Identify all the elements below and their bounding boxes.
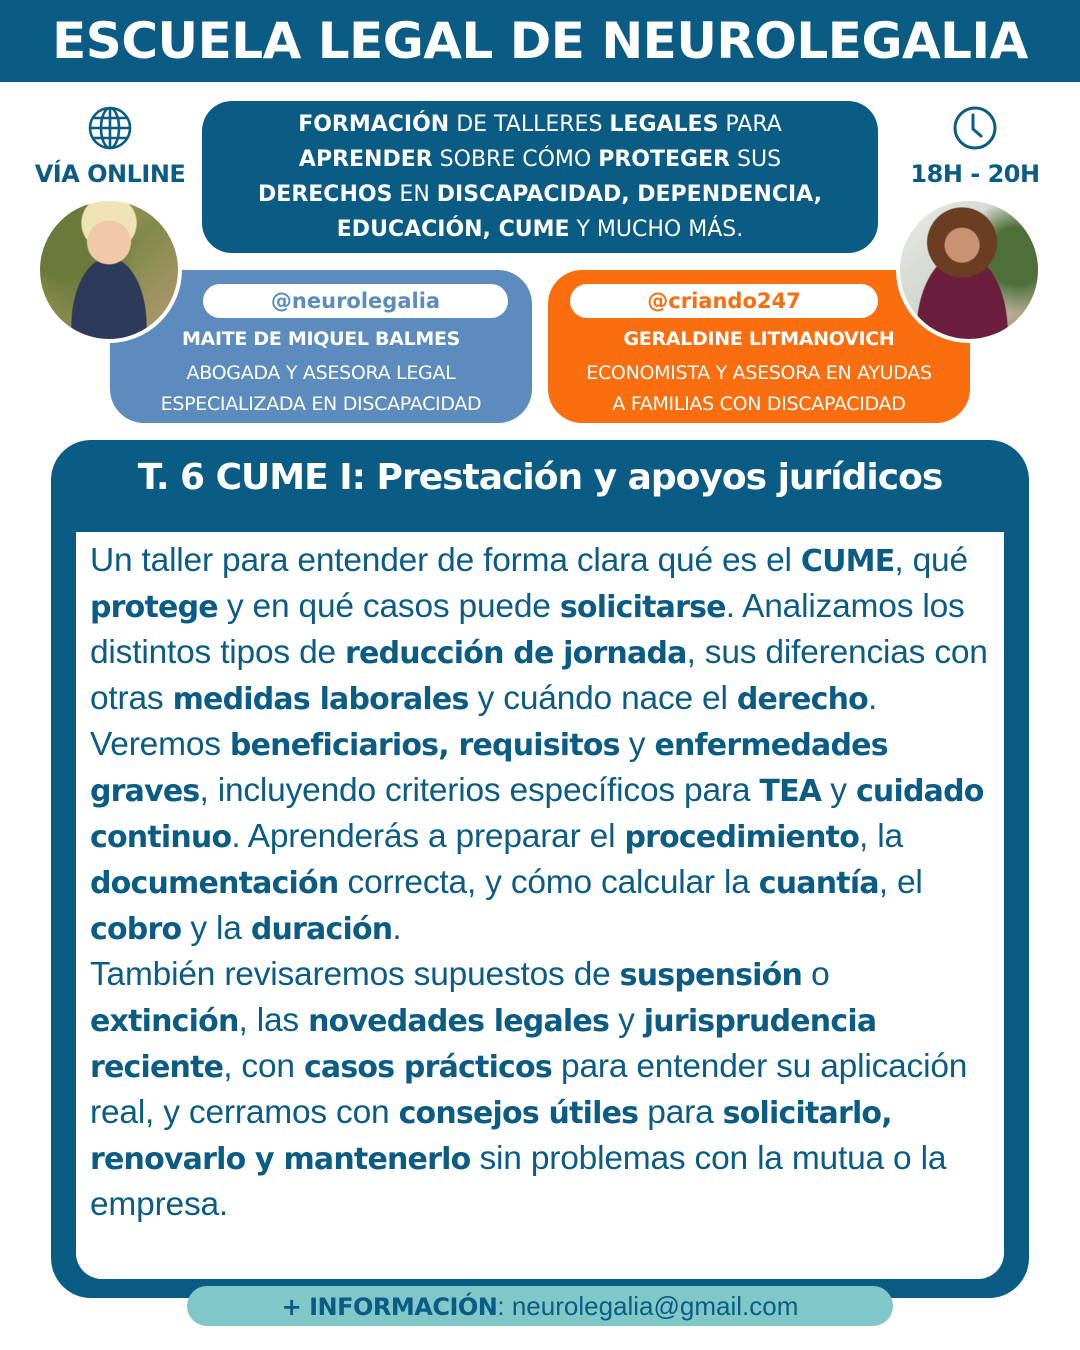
speaker-handle[interactable]: @neurolegalia bbox=[203, 284, 508, 318]
avatar-maite bbox=[36, 197, 182, 343]
course-title: T. 6 CUME I: Prestación y apoyos jurídicos bbox=[137, 457, 943, 498]
highlight-text: jurisprudencia reciente bbox=[90, 1004, 877, 1085]
page-title: ESCUELA LEGAL DE NEUROLEGALIA bbox=[52, 12, 1028, 70]
highlight-text: casos prácticos bbox=[303, 1050, 552, 1085]
highlight-text: novedades legales bbox=[308, 1004, 610, 1039]
body-text: para entender su aplicación real, y cerramos con bbox=[90, 1048, 968, 1131]
body-text: . bbox=[867, 680, 878, 717]
course-paragraph bbox=[90, 952, 992, 1227]
highlight-text: beneficiarios, requisitos bbox=[229, 728, 620, 763]
highlight-text: TEA bbox=[759, 774, 822, 809]
course-frame bbox=[51, 440, 1029, 1298]
speaker-role bbox=[548, 358, 970, 420]
course-paragraph bbox=[90, 722, 992, 952]
highlight-text: extinción bbox=[90, 1004, 239, 1039]
highlight-text: APRENDER bbox=[298, 147, 433, 172]
highlight-text: medidas laborales bbox=[172, 682, 469, 717]
highlight-text: documentación bbox=[90, 866, 339, 901]
body-text: SUS bbox=[730, 147, 782, 172]
body-text: SOBRE CÓMO bbox=[432, 147, 599, 172]
highlight-text: protege bbox=[90, 590, 218, 625]
body-text: , la bbox=[859, 818, 903, 855]
body-text: También revisaremos supuestos de bbox=[90, 956, 620, 993]
clock-icon bbox=[951, 104, 999, 152]
speaker-role bbox=[110, 358, 532, 420]
speaker-role-line: A FAMILIAS CON DISCAPACIDAD bbox=[612, 393, 906, 415]
body-text: PARA bbox=[718, 112, 782, 137]
highlight-text: DISCAPACIDAD, DEPENDENCIA, EDUCACIÓN, CUME bbox=[336, 182, 822, 242]
schedule-info bbox=[895, 104, 1055, 188]
highlight-text: procedimiento bbox=[624, 820, 860, 855]
body-text: , con bbox=[223, 1048, 304, 1085]
speaker-name: GERALDINE LITMANOVICH bbox=[623, 328, 895, 350]
globe-icon bbox=[86, 104, 134, 152]
body-text: o bbox=[802, 956, 830, 993]
speaker-handle[interactable]: @criando247 bbox=[570, 284, 878, 318]
highlight-text: enfermedades graves bbox=[90, 728, 888, 809]
speaker-name: MAITE DE MIQUEL BALMES bbox=[181, 328, 461, 350]
speaker-role-line: ECONOMISTA Y ASESORA EN AYUDAS bbox=[586, 362, 932, 384]
body-text: . Analizamos los distintos tipos de bbox=[90, 588, 965, 671]
body-text: para bbox=[638, 1094, 723, 1131]
body-text: . Aprenderás a preparar el bbox=[231, 818, 625, 855]
format-label: VÍA ONLINE bbox=[34, 160, 186, 188]
highlight-text: solicitarlo, renovarlo y mantenerlo bbox=[90, 1096, 892, 1177]
speaker-role-line: ESPECIALIZADA EN DISCAPACIDAD bbox=[160, 393, 482, 415]
contact-label: + INFORMACIÓN bbox=[281, 1293, 498, 1321]
format-info bbox=[30, 104, 190, 188]
highlight-text: LEGALES bbox=[609, 112, 719, 137]
highlight-text: PROTEGER bbox=[598, 147, 731, 172]
body-text: . bbox=[392, 910, 402, 947]
body-text: , las bbox=[238, 1002, 309, 1039]
body-text: , qué bbox=[894, 542, 968, 579]
body-text: y cuándo nace el bbox=[468, 680, 737, 717]
intro-text bbox=[232, 107, 848, 247]
highlight-text: cuidado continuo bbox=[90, 774, 984, 855]
schedule-label: 18H - 20H bbox=[910, 160, 1040, 188]
body-text: , el bbox=[878, 864, 923, 901]
body-text: y en qué casos puede bbox=[217, 588, 560, 625]
body-text: Un taller para entender de forma clara qué es el bbox=[90, 542, 801, 579]
highlight-text: duración bbox=[250, 912, 393, 947]
body-text: Veremos bbox=[90, 726, 230, 763]
contact-separator: : bbox=[497, 1291, 512, 1321]
speaker-role-line: ABOGADA Y ASESORA LEGAL bbox=[186, 362, 456, 384]
avatar-geraldine bbox=[896, 197, 1042, 343]
intro-box bbox=[202, 101, 878, 253]
body-text: EN bbox=[392, 182, 437, 207]
highlight-text: reducción de jornada bbox=[345, 636, 687, 671]
highlight-text: consejos útiles bbox=[398, 1096, 639, 1131]
body-text: y la bbox=[181, 910, 251, 947]
body-text: y bbox=[619, 726, 655, 763]
course-paragraph bbox=[90, 538, 992, 722]
contact-info bbox=[187, 1286, 893, 1326]
body-text: correcta, y cómo calcular la bbox=[338, 864, 759, 901]
highlight-text: solicitarse bbox=[559, 590, 726, 625]
body-text: DE TALLERES bbox=[449, 112, 610, 137]
highlight-text: cobro bbox=[90, 912, 182, 947]
contact-email-link[interactable]: neurolegalia@gmail.com bbox=[511, 1291, 799, 1321]
body-text: , sus diferencias con otras bbox=[90, 634, 988, 717]
body-text: y bbox=[821, 772, 856, 809]
body-text: , incluyendo criterios específicos para bbox=[199, 772, 760, 809]
body-text: y bbox=[609, 1002, 644, 1039]
highlight-text: suspensión bbox=[619, 958, 803, 993]
body-text: Y MUCHO MÁS. bbox=[569, 217, 744, 242]
course-description bbox=[76, 532, 1004, 1279]
highlight-text: CUME bbox=[800, 544, 895, 579]
highlight-text: FORMACIÓN bbox=[298, 112, 450, 137]
body-text: sin problemas con la mutua o la empresa. bbox=[90, 1140, 947, 1223]
highlight-text: cuantía bbox=[758, 866, 879, 901]
highlight-text: DERECHOS bbox=[258, 182, 393, 207]
header-bar bbox=[0, 0, 1080, 82]
highlight-text: derecho bbox=[736, 682, 868, 717]
